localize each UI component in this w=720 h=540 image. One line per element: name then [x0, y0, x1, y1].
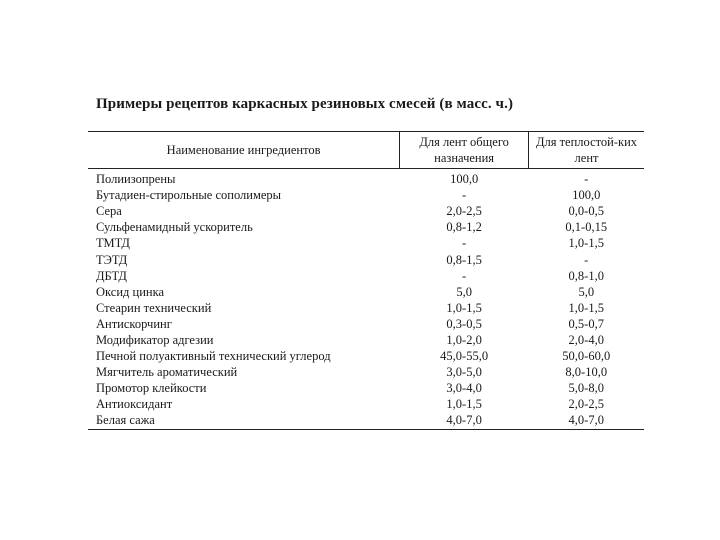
general-purpose-value-cell: 1,0-1,5 — [446, 300, 482, 315]
header-ingredient-name: Наименование ингредиентов — [88, 132, 400, 169]
heat-resistant-value-cell: 5,0-8,0 — [568, 381, 604, 396]
general-purpose-value-cell: 2,0-2,5 — [446, 204, 482, 219]
table-row — [88, 235, 644, 251]
table-row — [88, 268, 644, 284]
ingredient-name-cell: Белая сажа — [88, 412, 400, 429]
general-purpose-value-cell: - — [462, 188, 467, 203]
ingredient-name-cell: Печной полуактивный технический углерод — [96, 349, 331, 364]
general-purpose-value-cell: 4,0-7,0 — [400, 412, 529, 429]
table-row — [88, 364, 644, 380]
general-purpose-value-cell: 0,8-1,2 — [446, 220, 482, 235]
heat-resistant-value-cell: 0,5-0,7 — [568, 316, 604, 331]
table-row — [88, 300, 644, 316]
ingredient-name-cell: Полиизопрены — [96, 172, 176, 187]
heat-resistant-value-cell: 1,0-1,5 — [568, 236, 604, 251]
document-title: Примеры рецептов каркасных резиновых смесей (в масс. ч.) — [96, 96, 514, 112]
ingredient-name-cell: Сера — [96, 204, 122, 219]
ingredient-name-cell: Стеарин технический — [96, 300, 212, 315]
general-purpose-value-cell: 1,0-2,0 — [446, 332, 482, 347]
general-purpose-value-cell: 45,0-55,0 — [440, 349, 489, 364]
table-row — [88, 380, 644, 396]
heat-resistant-value-cell: 0,8-1,0 — [568, 268, 604, 283]
general-purpose-value-cell: - — [462, 236, 467, 251]
heat-resistant-value-cell: 100,0 — [572, 188, 601, 203]
general-purpose-value-cell: 5,0 — [456, 284, 472, 299]
table-row — [88, 187, 644, 203]
ingredient-name-cell: ТМТД — [96, 236, 130, 251]
table-body — [88, 169, 644, 430]
table-row — [88, 412, 644, 429]
table-row — [88, 348, 644, 364]
ingredient-name-cell: Промотор клейкости — [96, 381, 207, 396]
table-row — [88, 396, 644, 412]
ingredient-name-cell: Оксид цинка — [96, 284, 165, 299]
general-purpose-value-cell: 3,0-4,0 — [446, 381, 482, 396]
table-row — [88, 219, 644, 235]
general-purpose-value-cell: 1,0-1,5 — [446, 397, 482, 412]
table-row — [88, 332, 644, 348]
ingredient-name-cell: ТЭТД — [96, 252, 128, 267]
general-purpose-value-cell: - — [462, 268, 467, 283]
recipe-table — [88, 131, 644, 430]
general-purpose-value-cell: 3,0-5,0 — [446, 365, 482, 380]
heat-resistant-value-cell: 4,0-7,0 — [529, 412, 644, 429]
table-row — [88, 251, 644, 267]
ingredient-name-cell: Мягчитель ароматический — [96, 365, 238, 380]
heat-resistant-value-cell: - — [584, 172, 589, 187]
heat-resistant-value-cell: 8,0-10,0 — [565, 365, 608, 380]
heat-resistant-value-cell: 2,0-2,5 — [568, 397, 604, 412]
general-purpose-value-cell: 0,8-1,5 — [446, 252, 482, 267]
table-row — [88, 284, 644, 300]
ingredient-name-cell: Модификатор адгезии — [96, 332, 214, 347]
table-row — [88, 169, 644, 188]
heat-resistant-value-cell: 1,0-1,5 — [568, 300, 604, 315]
header-general-purpose: Для лент общего назначения — [400, 132, 529, 169]
ingredient-name-cell: Бутадиен-стирольные сополимеры — [96, 188, 282, 203]
heat-resistant-value-cell: 50,0-60,0 — [562, 349, 611, 364]
ingredient-name-cell: ДБТД — [96, 268, 127, 283]
general-purpose-value-cell: 100,0 — [450, 172, 479, 187]
ingredient-name-cell: Антиоксидант — [96, 397, 173, 412]
ingredient-name-cell: Антискорчинг — [96, 316, 172, 331]
table-header-row — [88, 132, 644, 169]
heat-resistant-value-cell: 2,0-4,0 — [568, 332, 604, 347]
header-heat-resistant: Для теплостой-ких лент — [529, 132, 644, 169]
heat-resistant-value-cell: 0,1-0,15 — [565, 220, 608, 235]
heat-resistant-value-cell: - — [584, 252, 589, 267]
general-purpose-value-cell: 0,3-0,5 — [446, 316, 482, 331]
ingredient-name-cell: Сульфенамидный ускоритель — [96, 220, 253, 235]
table-row — [88, 316, 644, 332]
heat-resistant-value-cell: 0,0-0,5 — [568, 204, 604, 219]
table-row — [88, 203, 644, 219]
heat-resistant-value-cell: 5,0 — [578, 284, 595, 299]
